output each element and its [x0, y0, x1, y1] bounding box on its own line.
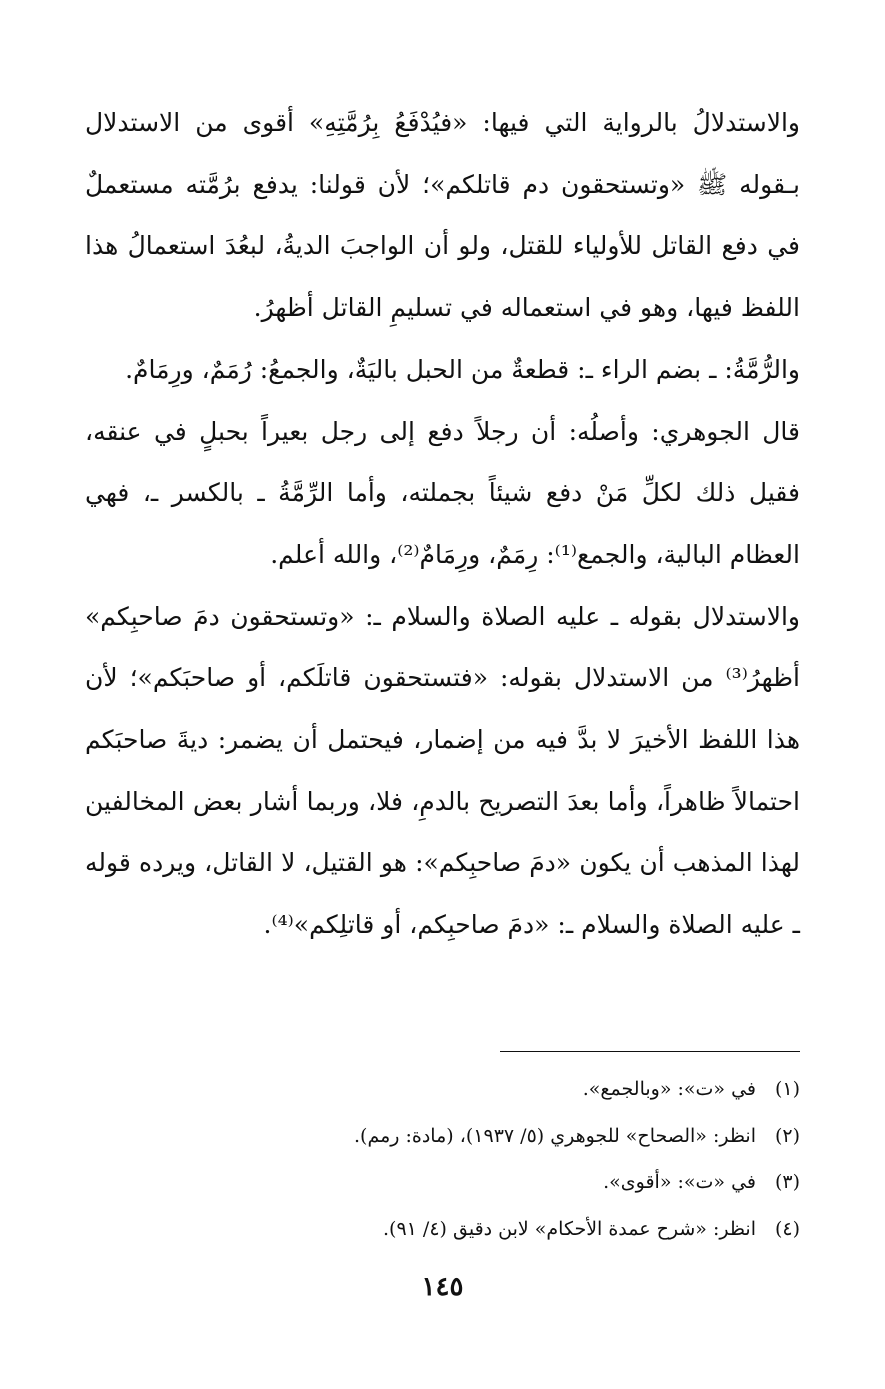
footnote-text: في «ت»: «وبالجمع».	[582, 1078, 756, 1100]
footnote-number: (٣)	[774, 1171, 800, 1193]
paragraph-2: والرُّمَّةُ: ـ بضم الراء ـ: قطعةٌ من الحبل باليَةٌ، والجمعُ: رُمَمٌ، ورِمَامٌ.	[125, 354, 800, 384]
footnotes	[150, 1066, 800, 1252]
footnote-number: (٢)	[774, 1124, 800, 1147]
footnote-2	[150, 1113, 800, 1160]
paragraph-1: والاستدلالُ بالرواية التي فيها: «فيُدْفَعُ بِرُمَّتِهِ» أقوى من الاستدلال بـقوله ﷺ «وتستحقون دم قاتلكم»؛ لأن قولنا: يدفع برُمَّته مستعملٌ في دفع القاتل للأولياء للقتل، ولو أن الواجبَ الديةُ، لبعُدَ استعمالُ هذا اللفظ فيها، وهو في استعماله في تسليمِ القاتل أظهرُ.	[85, 108, 800, 323]
paragraph-4: والاستدلال بقوله ـ عليه الصلاة والسلام ـ: «وتستحقون دمَ صاحبِكم» أظهرُ⁽³⁾ من الاستدلال بقوله: «فتستحقون قاتلَكم، أو صاحبَكم»؛ لأن هذا اللفظ الأخيرَ لا بدَّ فيه من إضمار، فيحتمل أن يضمر: ديةَ صاحبَكم احتمالاً ظاهراً، وأما بعدَ التصريح بالدمِ، فلا، وربما أشار بعض المخالفين لهذا المذهب أن يكون «دمَ صاحبِكم»: هو القتيل، لا القاتل، ويرده قوله ـ عليه الصلاة والسلام ـ: «دمَ صاحبِكم، أو قاتلِكم»⁽⁴⁾.	[85, 601, 800, 940]
footnote-number: (٤)	[774, 1217, 800, 1240]
footnote-text: في «ت»: «أقوى».	[603, 1171, 756, 1193]
paragraph-3: قال الجوهري: وأصلُه: أن رجلاً دفع إلى رجل بعيراً بحبلٍ في عنقه، فقيل ذلك لكلِّ مَنْ دفع شيئاً بجملته، وأما الرِّمَّةُ ـ بالكسر ـ، فهي العظام البالية، والجمع⁽¹⁾: رِمَمٌ، ورِمَامٌ⁽²⁾، والله أعلم.	[85, 416, 800, 569]
main-text	[85, 92, 800, 956]
footnote-3	[150, 1159, 800, 1206]
footnote-divider	[500, 1051, 800, 1052]
footnote-text: انظر: «شرح عمدة الأحكام» لابن دقيق (٤/ ٩١).	[382, 1217, 756, 1240]
footnote-number: (١)	[774, 1078, 800, 1100]
footnote-text: انظر: «الصحاح» للجوهري (٥/ ١٩٣٧)، (مادة: رمم).	[354, 1124, 756, 1147]
footnote-4	[150, 1206, 800, 1253]
footnote-1	[150, 1066, 800, 1113]
page-number: ١٤٥	[421, 1272, 464, 1302]
